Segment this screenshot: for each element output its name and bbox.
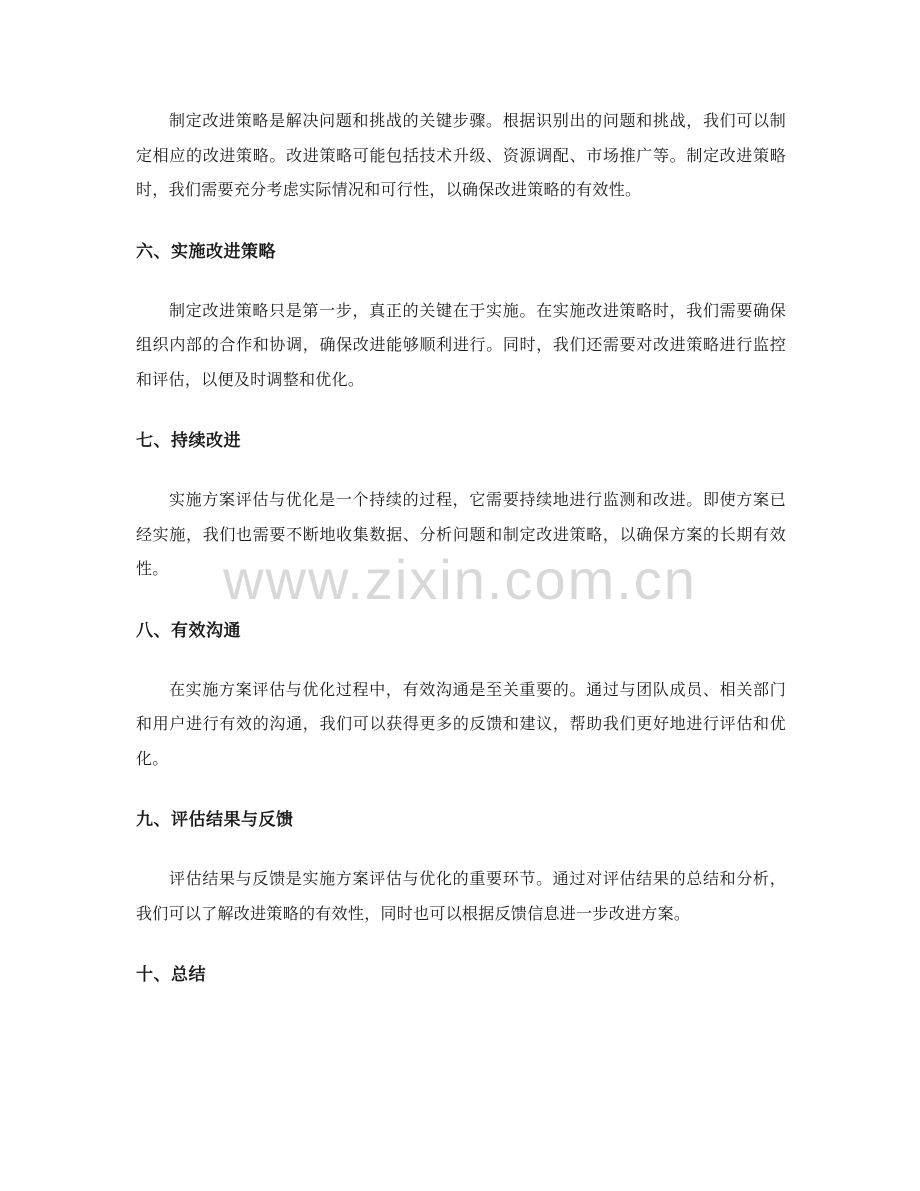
document-content	[136, 104, 786, 992]
paragraph-continuous-improvement: 实施方案评估与优化是一个持续的过程，它需要持续地进行监测和改进。即使方案已经实施，我们也需要不断地收集数据、分析问题和制定改进策略，以确保方案的长期有效性。	[136, 490, 786, 578]
paragraph-evaluation-feedback: 评估结果与反馈是实施方案评估与优化的重要环节。通过对评估结果的总结和分析，我们可以了解改进策略的有效性，同时也可以根据反馈信息进一步改进方案。	[136, 869, 786, 923]
heading-effective-communication: 八、有效沟通	[136, 620, 241, 641]
heading-continuous-improvement: 七、持续改进	[136, 431, 241, 451]
heading-implement-strategy: 六、实施改进策略	[136, 241, 276, 262]
paragraph-implement-strategy: 制定改进策略只是第一步，真正的关键在于实施。在实施改进策略时，我们需要确保组织内部的合作和协调，确保改进能够顺利进行。同时，我们还需要对改进策略进行监控和评估，以便及时调整和优化。	[136, 300, 786, 389]
paragraph-improvement-strategy: 制定改进策略是解决问题和挑战的关键步骤。根据识别出的问题和挑战，我们可以制定相应的改进策略。改进策略可能包括技术升级、资源调配、市场推广等。制定改进策略时，我们需要充分考虑实际情况和可行性，以确保改进策略的有效性。	[136, 111, 786, 199]
heading-summary: 十、总结	[136, 965, 206, 985]
watermark-text: www.zixin.com.cn	[223, 548, 697, 611]
heading-evaluation-feedback: 九、评估结果与反馈	[136, 810, 294, 830]
paragraph-effective-communication: 在实施方案评估与优化过程中，有效沟通是至关重要的。通过与团队成员、相关部门和用户进行有效的沟通，我们可以获得更多的反馈和建议，帮助我们更好地进行评估和优化。	[136, 679, 786, 768]
